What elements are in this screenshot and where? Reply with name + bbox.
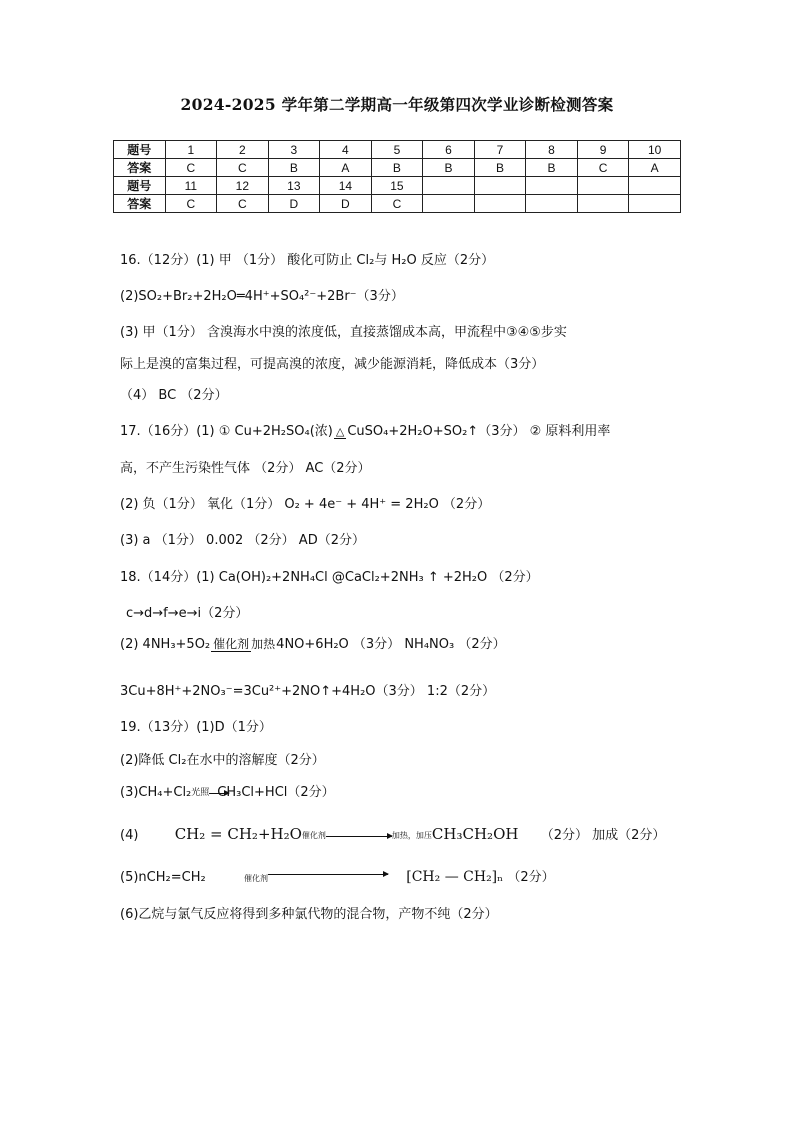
table-cell [577,177,629,195]
table-cell [474,177,526,195]
header-cell: 题号 [114,141,166,159]
table-cell: C [165,195,217,213]
heating-condition [334,425,346,439]
table-cell: 4 [320,141,372,159]
page-title: 2024-2025 学年第二学期高一年级第四次学业诊断检测答案 [180,95,614,114]
q19-5-monomer: (5)nCH₂=CH₂ [120,870,206,885]
table-cell: D [268,195,320,213]
q17-line-1 [120,423,610,441]
table-cell: 3 [268,141,320,159]
table-cell: 5 [371,141,423,159]
table-cell: 12 [217,177,269,195]
catalyst-condition [211,638,275,652]
q19-4-product: CH₃CH₂OH [431,825,519,843]
table-cell: B [268,159,320,177]
table-cell: B [371,159,423,177]
table-cell [423,195,475,213]
light-condition-arrow [191,788,217,798]
table-cell: 9 [577,141,629,159]
q16-line-1: 16.（12分）(1) 甲 （1分） 酸化可防止 Cl₂与 H₂O 反应（2分） [120,253,495,268]
pressure-heat-label: 加热，加压 [391,831,432,840]
table-cell [577,195,629,213]
table-cell: 8 [526,141,578,159]
q17-equation-right: CuSO₄+2H₂O+SO₂↑（3分） ② 原料利用率 [347,424,611,439]
header-cell: 答案 [114,159,166,177]
table-cell: 1 [165,141,217,159]
table-cell: D [320,195,372,213]
q17-line-2: 高，不产生污染性气体 （2分） AC（2分） [120,461,371,476]
q18-equation-left: (2) 4NH₃+5O₂ [120,637,211,652]
q17-equation-left: 17.（16分）(1) ① Cu+2H₂SO₄(浓) [120,424,333,439]
polymerization-arrow [244,872,388,883]
q18-line-2: c→d→f→e→i（2分） [126,606,249,621]
q16-line-3: (3) 甲（1分） 含溴海水中溴的浓度低，直接蒸馏成本高，甲流程中③④⑤步实 [120,325,567,340]
table-cell: B [423,159,475,177]
q17-line-3: (2) 负（1分） 氧化（1分） O₂ + 4e⁻ + 4H⁺ = 2H₂O （2分） [120,497,491,512]
catalyst-arrow [302,831,432,840]
q17-line-4: (3) a （1分） 0.002 （2分） AD（2分） [120,533,365,548]
q16-line-5: （4） BC （2分） [120,388,228,403]
q18-line-3 [120,636,506,654]
q19-line-2: (2)降低 Cl₂在水中的溶解度（2分） [120,753,325,768]
table-cell [526,177,578,195]
table-cell: C [165,159,217,177]
q19-line-1: 19.（13分）(1)D（1分） [120,720,272,735]
table-cell: 13 [268,177,320,195]
table-cell: A [629,159,681,177]
q19-line-5 [120,868,555,887]
table-cell: C [577,159,629,177]
table-cell: B [474,159,526,177]
header-cell: 答案 [114,195,166,213]
q19-5-polymer: [CH₂ — CH₂]ₙ [406,869,504,885]
table-cell: 2 [217,141,269,159]
table-row [114,141,681,159]
table-cell: C [217,195,269,213]
q18-line-1: 18.（14分）(1) Ca(OH)₂+2NH₄Cl @CaCl₂+2NH₃ ↑ +2H₂O （2分） [120,570,539,585]
heating-label: 加热 [251,636,276,651]
table-cell: 7 [474,141,526,159]
table-cell: A [320,159,372,177]
q19-3-left: (3)CH₄+Cl₂ [120,785,192,800]
table-cell: 10 [629,141,681,159]
q19-4-label: (4) [120,828,139,843]
q19-3-right: CH₃Cl+HCl（2分） [217,785,335,800]
q19-line-3 [120,784,335,802]
table-cell [629,177,681,195]
header-cell: 题号 [114,177,166,195]
q19-5-score: （2分） [507,870,555,885]
catalyst-label: 催化剂 [243,874,268,883]
table-row [114,195,681,213]
table-cell: B [526,159,578,177]
q19-4-reactants: CH₂ = CH₂+H₂O [174,825,302,843]
table-cell: 11 [165,177,217,195]
catalyst-label: 催化剂 [213,636,250,651]
table-cell: 14 [320,177,372,195]
light-label: 光照 [191,787,210,798]
table-cell [423,177,475,195]
q19-line-6: (6)乙烷与氯气反应将得到多种氯代物的混合物，产物不纯（2分） [120,907,498,922]
q16-line-4: 际上是溴的富集过程，可提高溴的浓度，减少能源消耗，降低成本（3分） [120,357,545,372]
answer-table [113,140,681,213]
heat-symbol: △ [335,424,345,438]
table-cell: 15 [371,177,423,195]
q18-line-4: 3Cu+8H⁺+2NO₃⁻=3Cu²⁺+2NO↑+4H₂O（3分） 1:2（2分） [120,684,496,699]
q19-4-score: （2分） 加成（2分） [540,828,666,843]
table-cell [474,195,526,213]
catalyst-label: 催化剂 [301,831,326,840]
q18-equation-right: 4NO+6H₂O （3分） NH₄NO₃ （2分） [276,637,506,652]
table-cell [526,195,578,213]
q16-line-2: (2)SO₂+Br₂+2H₂O═4H⁺+SO₄²⁻+2Br⁻（3分） [120,289,404,304]
table-cell: C [371,195,423,213]
table-row [114,177,681,195]
table-cell: 6 [423,141,475,159]
table-row [114,159,681,177]
table-cell [629,195,681,213]
q19-line-4 [120,825,665,845]
table-cell: C [217,159,269,177]
